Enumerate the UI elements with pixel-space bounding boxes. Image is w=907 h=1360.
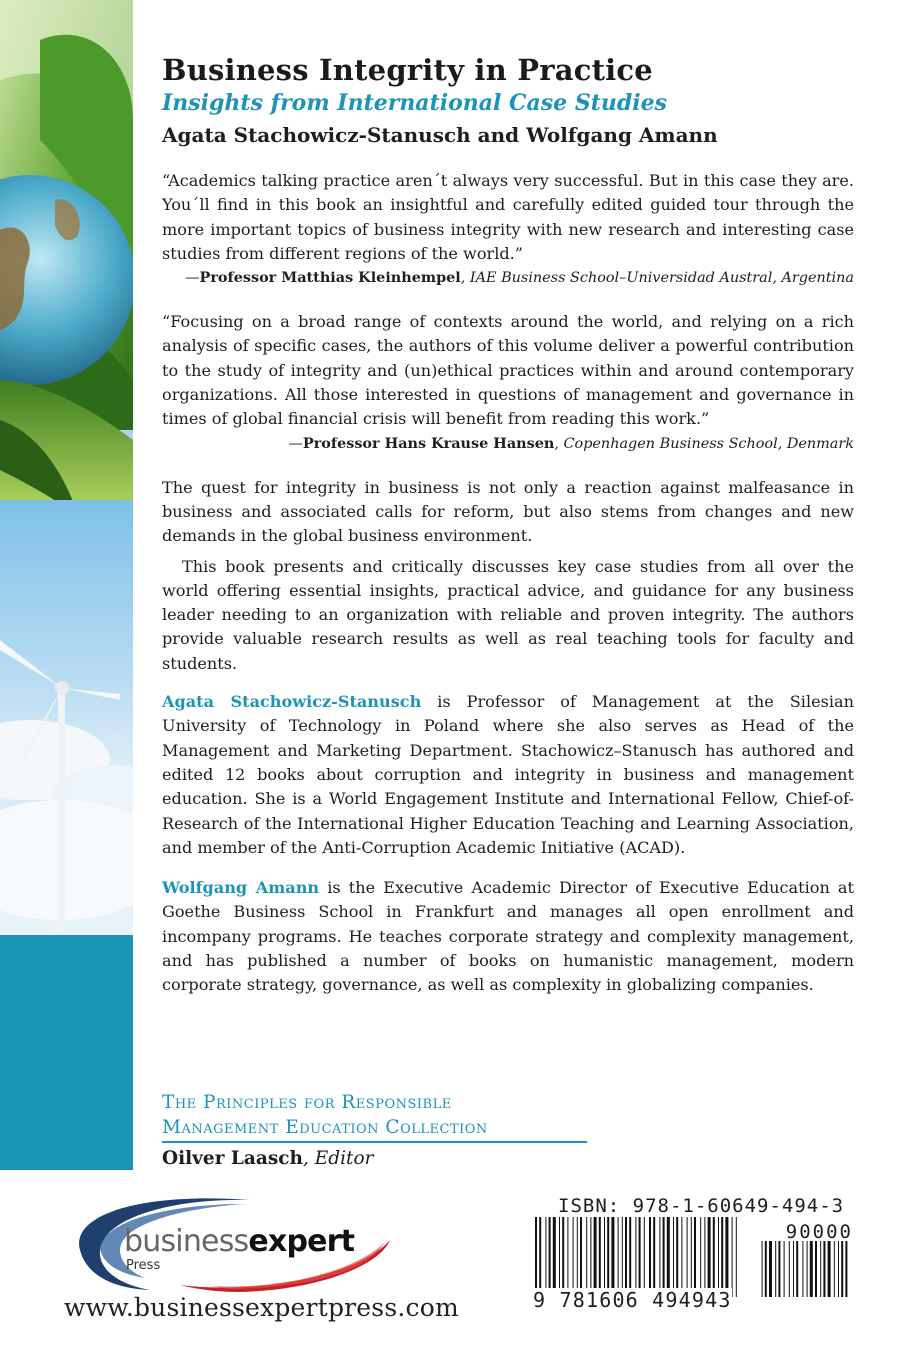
- barcode-bar: [607, 1217, 609, 1297]
- barcode-bar: [604, 1217, 605, 1297]
- barcode-bar: [653, 1217, 655, 1297]
- barcode-bar: [815, 1241, 817, 1297]
- barcode-bar: [834, 1241, 835, 1297]
- book-subtitle: Insights from International Case Studies: [162, 90, 668, 116]
- globe-leaves-wind-turbine-photo: [0, 0, 133, 935]
- barcode-bar: [708, 1217, 711, 1297]
- endorser-affiliation: , Copenhagen Business School, Denmark: [554, 435, 854, 452]
- barcode-bar: [663, 1217, 665, 1297]
- barcode-bar: [539, 1217, 541, 1297]
- isbn-barcode: [533, 1195, 855, 1325]
- author-bio-text: is Professor of Management at the Silesian University of Technology in Poland where she also serves as Head of the Management and Marketing Department. Stachowicz–Stanusch has authored and edited 12 books about corruption and integrity in business and management education. She is a World Engagement Institute and International Fellow, Chief-of-Research of the International Higher Education Teaching and Learning Association, and member of the Anti-Corruption Academic Initiative (ACAD).: [162, 692, 854, 857]
- barcode-bar: [694, 1217, 696, 1297]
- barcode-bar: [765, 1241, 767, 1297]
- barcode-bar: [659, 1217, 660, 1297]
- endorsement-2: [162, 310, 854, 455]
- barcode-bar: [700, 1217, 701, 1297]
- barcode-bar: [535, 1217, 537, 1297]
- barcode-digits: 9 781606 494943: [533, 1288, 732, 1312]
- barcode-bar: [775, 1241, 776, 1297]
- barcode-bar: [823, 1241, 825, 1297]
- author-bio-1: [162, 690, 854, 860]
- series-editor: Oilver Laasch, Editor: [162, 1147, 374, 1169]
- barcode-bar: [673, 1217, 674, 1297]
- series-title-line-1: The Principles for Responsible: [162, 1092, 452, 1113]
- back-cover-text: [162, 52, 854, 998]
- barcode-bar: [807, 1241, 808, 1297]
- barcode-bar: [721, 1217, 723, 1297]
- barcode-bar: [629, 1217, 631, 1297]
- barcode-bar: [622, 1217, 623, 1297]
- series-block: [162, 1090, 587, 1171]
- isbn-label: ISBN: 978-1-60649-494-3: [558, 1195, 845, 1217]
- barcode-bar: [639, 1217, 641, 1297]
- barcode-bar: [681, 1217, 682, 1297]
- barcode-bar: [718, 1217, 719, 1297]
- barcode-bar: [676, 1217, 678, 1297]
- barcode-bar: [594, 1217, 597, 1297]
- barcode-bar: [796, 1241, 798, 1297]
- barcode-bar: [580, 1217, 582, 1297]
- barcode-bar: [841, 1241, 843, 1297]
- barcode-bar: [618, 1217, 619, 1297]
- barcode-bar: [793, 1241, 794, 1297]
- endorsement-attribution: —Professor Hans Krause Hansen, Copenhagen Business School, Denmark: [288, 434, 854, 452]
- description-paragraph: This book presents and critically discusses key case studies from all over the world offering essential insights, practical advice, and guidance for any business leader needing to an organization with reliable and proven integrity. The authors provide valuable research results as well as real teaching tools for faculty and students.: [162, 556, 854, 673]
- barcode-bar: [567, 1217, 568, 1297]
- barcode-bar: [828, 1241, 831, 1297]
- barcode-bar: [713, 1217, 715, 1297]
- book-authors: Agata Stachowicz-Stanusch and Wolfgang Amann: [162, 123, 718, 147]
- endorsement-text: “Focusing on a broad range of contexts around the world, and relying on a rich analysis of specific cases, the authors of this volume deliver a powerful contribution to the study of integrity and (un)ethical practices within and around contemporary organizations. All those interested in questions of management and governance in times of global financial crisis will benefit from reading this work.”: [162, 312, 854, 429]
- endorsement-text: “Academics talking practice aren´t always very successful. But in this case they are. You´ll find in this book an insightful and carefully edited guided tour through the more important topics of business integrity with new research and interesting case studies from different regions of the world.”: [162, 171, 854, 263]
- price-code: 90000: [785, 1221, 853, 1243]
- barcode-bar: [769, 1241, 772, 1297]
- barcode-bar: [635, 1217, 636, 1297]
- book-title: Business Integrity in Practice: [162, 53, 653, 87]
- barcode-bar: [553, 1217, 556, 1297]
- barcode-bar: [545, 1217, 546, 1297]
- barcode-bar: [810, 1241, 813, 1297]
- author-bio-2: [162, 876, 854, 997]
- barcode-bar: [549, 1217, 551, 1297]
- barcode-bar: [789, 1241, 790, 1297]
- endorser-name: Professor Hans Krause Hansen: [302, 434, 555, 452]
- barcode-bar: [559, 1217, 560, 1297]
- barcode-bar: [590, 1217, 591, 1297]
- barcode-bar: [611, 1217, 614, 1297]
- barcode-bar: [691, 1217, 692, 1297]
- barcode-bar: [725, 1217, 728, 1297]
- logo-press: Press: [126, 1258, 161, 1273]
- cover-photo-strip: [0, 0, 133, 1170]
- series-title-line-2: Management Education Collection: [162, 1117, 488, 1138]
- barcode-bar: [573, 1217, 574, 1297]
- barcode-bar: [599, 1217, 601, 1297]
- barcode-bar: [784, 1241, 785, 1297]
- barcode-bar: [586, 1217, 587, 1297]
- author-bio-name: Wolfgang Amann: [162, 878, 320, 898]
- endorser-affiliation: , IAE Business School–Universidad Austral, Argentina: [460, 270, 854, 287]
- barcode-bar: [644, 1217, 645, 1297]
- teal-color-band: [0, 935, 133, 1170]
- barcode-bar: [802, 1241, 803, 1297]
- barcode-bar: [704, 1217, 705, 1297]
- barcode-bar: [732, 1217, 733, 1297]
- author-bio-text: is the Executive Academic Director of Executive Education at Goethe Business School in Frankfurt and manages all open enrollment and incompany programs. He teaches corporate strategy and complexity management, and has published a number of books on humanistic management, modern corporate strategy, governance, as well as complexity in globalizing companies.: [162, 878, 854, 995]
- barcode-bar: [649, 1217, 651, 1297]
- logo-wordmark: businessexpert: [124, 1224, 355, 1259]
- barcode-bar: [820, 1241, 821, 1297]
- barcode-bar: [562, 1217, 564, 1297]
- description-paragraph: The quest for integrity in business is not only a reaction against malfeasance in business and associated calls for reform, but also stems from changes and new demands in the global business environment.: [162, 477, 854, 546]
- publisher-url: www.businessexpertpress.com: [64, 1293, 459, 1322]
- barcode-bar: [762, 1241, 763, 1297]
- endorsement-attribution: —Professor Matthias Kleinhempel, IAE Business School–Universidad Austral, Argentina: [185, 269, 854, 287]
- barcode-bar: [736, 1217, 737, 1297]
- series-underline: [162, 1141, 587, 1143]
- barcode-bar: [778, 1241, 780, 1297]
- barcode-bar: [625, 1217, 627, 1297]
- barcode-bar: [838, 1241, 839, 1297]
- barcode-bar: [577, 1217, 578, 1297]
- endorsement-1: [162, 169, 854, 290]
- author-bio-name: Agata Stachowicz-Stanusch: [162, 692, 422, 712]
- publisher-logo: [60, 1190, 420, 1300]
- barcode-bar: [687, 1217, 688, 1297]
- barcode-bar: [667, 1217, 670, 1297]
- barcode-bar: [845, 1241, 847, 1297]
- endorser-name: Professor Matthias Kleinhempel: [199, 269, 461, 287]
